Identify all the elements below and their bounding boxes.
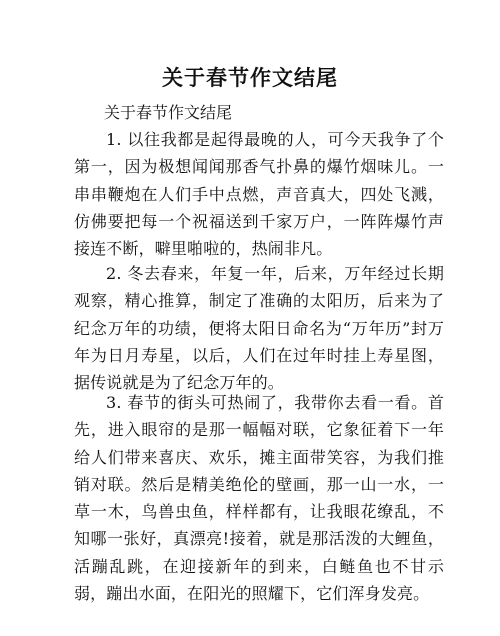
paragraph-1: 1. 以往我都是起得最晚的人，可今天我争了个第一，因为极想闻闻那香气扑鼻的爆竹烟味儿。一串串鞭炮在人们手中点燃，声音真大，四处飞溅，仿佛要把每一个祝福送到千家万户，一阵阵爆竹声接连不断，噼里啪啦的，热闹非凡。 xyxy=(74,130,444,259)
document-subtitle: 关于春节作文结尾 xyxy=(104,103,233,122)
page-title: 关于春节作文结尾 xyxy=(162,66,338,90)
paragraph-3: 3. 春节的街头可热闹了，我带你去看一看。首先，进入眼帘的是那一幅幅对联，它象征着下一年给人们带来喜庆、欢乐，摊主面带笑容，为我们推销对联。然后是精美绝伦的壁画，那一山一水，一草一木，鸟兽虫鱼，样样都有，让我眼花缭乱，不知哪一张好，真漂亮!接着，就是那活泼的大鲤鱼，活蹦乱跳，在迎接新年的到来，白鲢鱼也不甘示弱，蹦出水面，在阳光的照耀下，它们浑身发亮。 xyxy=(74,393,444,604)
paragraph-2: 2. 冬去春来，年复一年，后来，万年经过长期观察，精心推算，制定了准确的太阳历，后来为了纪念万年的功绩，便将太阳日命名为“万年历”封万年为日月寿星，以后，人们在过年时挂上寿星图，据传说就是为了纪念万年的。 xyxy=(74,264,444,393)
